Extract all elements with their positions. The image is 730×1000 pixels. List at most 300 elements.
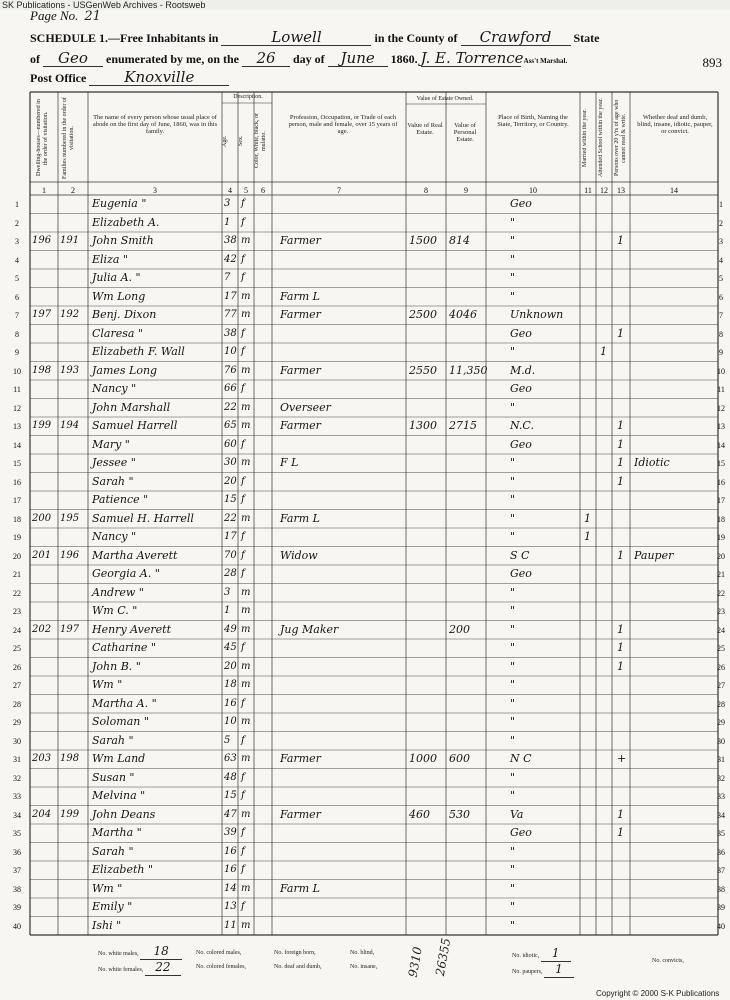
birthplace: S C — [510, 548, 530, 562]
col-header-7: Profession, Occupation, or Trade of each person, male and female, over 15 years of age. — [288, 114, 398, 135]
person-age: 28 — [224, 568, 237, 579]
month-field: June — [328, 51, 388, 67]
row-number: 26 — [13, 662, 21, 672]
birthplace: " — [510, 622, 516, 636]
birthplace: " — [510, 289, 516, 303]
person-name: Martha " — [92, 826, 142, 839]
person-name: Georgia A. " — [92, 567, 160, 580]
married-mark: 1 — [584, 530, 591, 543]
row-number: 10 — [13, 366, 21, 376]
row-number: 9 — [15, 348, 19, 357]
col-header-14: Whether deaf and dumb, blind, insane, idiotic, pauper, or convict. — [637, 114, 713, 135]
real-estate-value: 2550 — [409, 363, 437, 377]
birthplace: " — [510, 678, 516, 691]
birthplace: " — [510, 789, 516, 802]
row-number: 2 — [15, 218, 19, 228]
personal-estate-value: 600 — [449, 752, 470, 765]
dwelling-number: 199 — [32, 420, 52, 431]
person-age: 49 — [224, 623, 237, 635]
col-header-2: Families numbered in the order of visitation. — [62, 97, 75, 179]
person-sex: f — [241, 827, 245, 838]
person-sex: f — [241, 864, 245, 875]
row-number: 13 — [717, 422, 725, 431]
row-number: 33 — [13, 792, 21, 801]
row-number: 40 — [13, 921, 21, 931]
row-number: 13 — [13, 422, 21, 431]
person-sex: f — [241, 568, 245, 579]
person-age: 18 — [224, 679, 237, 690]
birthplace: Geo — [510, 326, 532, 340]
person-name: Martha A. " — [92, 696, 157, 710]
row-number: 19 — [717, 533, 725, 542]
birthplace: " — [510, 604, 516, 617]
person-sex: f — [241, 327, 245, 339]
estate-group-label: Value of Estate Owned. — [416, 96, 474, 102]
person-name: Claresa " — [92, 326, 144, 340]
personal-estate-value: 4046 — [449, 308, 477, 321]
dwelling-number: 203 — [32, 753, 52, 764]
row-number: 33 — [717, 792, 725, 801]
col-header-9: Value of Personal Estate. — [453, 122, 477, 143]
row-number: 32 — [13, 773, 21, 783]
person-sex: m — [241, 420, 251, 431]
person-sex: f — [241, 253, 245, 265]
birthplace: " — [510, 659, 516, 673]
copyright-notice: Copyright © 2000 S-K Publications — [596, 989, 720, 998]
col-header-6: Color, White, black, or mulatto. — [254, 113, 267, 169]
footer-white-males: No. white males, 18 — [98, 944, 182, 960]
person-name: John Deans — [92, 807, 156, 821]
cannot-read-mark: 1 — [617, 659, 624, 673]
person-age: 65 — [224, 420, 237, 431]
row-number: 4 — [719, 255, 723, 265]
row-number: 23 — [13, 607, 21, 616]
row-number: 14 — [13, 440, 21, 450]
person-age: 45 — [224, 642, 237, 653]
person-name: Nancy " — [92, 530, 137, 543]
person-name: Martha Averett — [92, 548, 178, 562]
birthplace: " — [510, 234, 516, 247]
person-name: Ishi " — [92, 918, 122, 932]
row-number: 24 — [717, 625, 725, 635]
marshal-signature: J. E. Torrence — [420, 49, 524, 67]
person-name: Elizabeth A. — [92, 215, 160, 229]
person-occupation: Farmer — [280, 752, 321, 765]
person-sex: m — [241, 753, 251, 764]
person-occupation: Farmer — [280, 419, 321, 432]
real-estate-value: 1300 — [409, 419, 437, 432]
family-number: 192 — [60, 309, 80, 320]
person-sex: f — [241, 697, 245, 709]
cannot-read-mark: 1 — [617, 419, 624, 432]
family-number: 198 — [60, 753, 80, 764]
person-age: 38 — [224, 235, 237, 246]
row-number: 28 — [13, 699, 21, 709]
person-age: 20 — [224, 660, 237, 672]
birthplace: " — [510, 252, 516, 266]
person-age: 17 — [224, 531, 237, 542]
person-age: 63 — [224, 753, 237, 764]
row-number: 3 — [719, 237, 723, 246]
row-number: 15 — [717, 459, 725, 468]
person-name: Samuel Harrell — [92, 419, 178, 432]
county-field: Crawford — [461, 30, 571, 46]
person-occupation: Farmer — [280, 807, 321, 821]
row-number: 22 — [717, 588, 725, 598]
birthplace: " — [510, 844, 516, 858]
col-header-11: Married within the year. — [582, 109, 588, 167]
row-number: 2 — [719, 218, 723, 228]
column-number: 3 — [153, 186, 157, 195]
row-number: 12 — [13, 403, 21, 413]
person-name: Henry Averett — [92, 622, 171, 636]
person-name: Elizabeth F. Wall — [92, 345, 185, 358]
person-name: Soloman " — [92, 715, 149, 728]
footer-insane: No. insane, — [350, 964, 378, 970]
condition-note: Idiotic — [634, 456, 670, 469]
person-name: Sarah " — [92, 474, 134, 488]
person-age: 42 — [224, 253, 237, 265]
person-age: 70 — [224, 549, 237, 561]
row-number: 20 — [13, 551, 21, 561]
col-header-12: Attended School within the year. — [598, 98, 604, 178]
person-name: John B. " — [92, 659, 141, 673]
row-number: 16 — [717, 477, 725, 487]
person-age: 3 — [224, 586, 231, 598]
birthplace: " — [510, 733, 516, 747]
person-name: Patience " — [92, 493, 149, 506]
married-mark: 1 — [584, 511, 591, 525]
personal-estate-value: 200 — [449, 622, 470, 636]
person-age: 22 — [224, 401, 237, 413]
cannot-read-mark: 1 — [617, 474, 624, 488]
personal-estate-value: 11,350 — [449, 363, 488, 377]
person-age: 47 — [224, 808, 237, 820]
person-sex: m — [241, 808, 251, 820]
row-number: 21 — [13, 570, 21, 579]
person-name: Julia A. " — [92, 271, 141, 284]
col-header-4: Age. — [222, 135, 228, 147]
person-age: 20 — [224, 475, 237, 487]
column-number: 11 — [584, 186, 592, 195]
birthplace: " — [510, 493, 516, 506]
post-office-line: Post Office Knoxville — [30, 70, 229, 86]
col-header-5: Sex. — [238, 135, 244, 147]
person-name: Eliza " — [92, 252, 128, 266]
person-name: Eugenia " — [92, 197, 147, 210]
birthplace: Geo — [510, 567, 532, 580]
state-field: Geo — [43, 51, 103, 67]
dwelling-number: 204 — [32, 808, 52, 820]
birthplace: Geo — [510, 437, 532, 451]
birthplace: " — [510, 881, 516, 895]
row-number: 31 — [717, 755, 725, 764]
person-sex: f — [241, 790, 245, 801]
footer-convicts: No. convicts, — [652, 958, 684, 964]
birthplace: " — [510, 585, 516, 599]
dwelling-number: 198 — [32, 364, 52, 376]
schedule-title-line: SCHEDULE 1.—Free Inhabitants in Lowell in the County of Crawford State — [30, 28, 600, 46]
person-age: 48 — [224, 771, 237, 783]
margin-total-1: 9310 — [405, 945, 425, 979]
footer-colored-females: No. colored females, — [196, 964, 246, 970]
person-occupation: Farm L — [280, 881, 320, 895]
row-number: 30 — [13, 736, 21, 746]
person-sex: m — [241, 512, 251, 524]
row-number: 18 — [13, 514, 21, 524]
person-age: 22 — [224, 512, 237, 524]
cannot-read-mark: 1 — [617, 641, 624, 654]
person-name: Benj. Dixon — [92, 308, 157, 321]
school-mark: 1 — [600, 345, 607, 358]
real-estate-value: 460 — [409, 807, 430, 821]
row-number: 38 — [13, 884, 21, 894]
person-sex: f — [241, 198, 245, 209]
person-age: 17 — [224, 290, 237, 302]
person-occupation: Farmer — [280, 234, 321, 247]
person-sex: f — [241, 475, 245, 487]
person-age: 38 — [224, 327, 237, 339]
birthplace: " — [510, 456, 516, 469]
col-header-1: Dwelling-houses—numbered in the order of visitation. — [36, 99, 49, 177]
person-sex: m — [241, 679, 251, 690]
col-header-8: Value of Real Estate. — [407, 122, 443, 136]
person-name: John Smith — [92, 234, 154, 247]
family-number: 196 — [60, 549, 80, 561]
person-age: 16 — [224, 845, 237, 857]
birthplace: " — [510, 400, 516, 414]
birthplace: " — [510, 900, 516, 913]
row-number: 19 — [13, 533, 21, 542]
footer-blind: No. blind, — [350, 950, 375, 956]
cannot-read-mark: 1 — [617, 326, 624, 340]
person-sex: f — [241, 383, 245, 394]
person-age: 16 — [224, 864, 237, 875]
row-number: 34 — [13, 810, 21, 820]
row-number: 25 — [13, 644, 21, 653]
person-sex: f — [241, 216, 245, 228]
family-number: 193 — [60, 364, 80, 376]
person-name: Mary " — [92, 437, 130, 451]
person-sex: m — [241, 235, 251, 246]
footer-white-females: No. white females, 22 — [98, 960, 181, 976]
birthplace: Geo — [510, 197, 532, 210]
row-number: 5 — [719, 274, 723, 283]
row-number: 39 — [13, 903, 21, 912]
enumeration-line: of Geo enumerated by me, on the 26 day of June 1860. J. E. Torrence Ass't Marshal. — [30, 49, 568, 67]
person-name: Wm C. " — [92, 604, 138, 617]
column-number: 1 — [42, 186, 46, 195]
person-name: Susan " — [92, 770, 135, 784]
row-number: 35 — [13, 829, 21, 838]
person-sex: f — [241, 494, 245, 505]
day-field: 26 — [242, 51, 290, 67]
person-age: 10 — [224, 716, 237, 727]
dwelling-number: 196 — [32, 235, 52, 246]
birthplace: " — [510, 215, 516, 229]
row-number: 38 — [717, 884, 725, 894]
real-estate-value: 1000 — [409, 752, 437, 765]
row-number: 25 — [717, 644, 725, 653]
row-number: 14 — [717, 440, 725, 450]
dwelling-number: 201 — [32, 549, 52, 561]
real-estate-value: 1500 — [409, 234, 437, 247]
person-name: Sarah " — [92, 733, 134, 747]
footer-idiotic: No. idiotic, 1 — [512, 946, 571, 962]
row-number: 32 — [717, 773, 725, 783]
row-number: 8 — [719, 329, 723, 339]
person-age: 76 — [224, 364, 237, 376]
personal-estate-value: 2715 — [449, 419, 477, 432]
person-age: 1 — [224, 605, 231, 616]
district-field: Lowell — [221, 30, 371, 46]
row-number: 37 — [717, 866, 725, 875]
column-number: 7 — [337, 186, 341, 195]
row-number: 17 — [13, 496, 21, 505]
cannot-read-mark: 1 — [617, 456, 624, 469]
cannot-read-mark: 1 — [617, 807, 624, 821]
row-number: 22 — [13, 588, 21, 598]
person-name: Andrew " — [92, 585, 144, 599]
sheet-number: 893 — [702, 55, 722, 70]
birthplace: " — [510, 918, 516, 932]
column-number: 6 — [261, 186, 265, 195]
person-occupation: Farm L — [280, 289, 320, 303]
column-number: 4 — [228, 186, 232, 195]
dwelling-number: 202 — [32, 623, 52, 635]
footer-foreign-born: No. foreign born, — [274, 950, 316, 956]
birthplace: Unknown — [510, 308, 564, 321]
person-sex: f — [241, 549, 245, 561]
personal-estate-value: 530 — [449, 807, 470, 821]
person-age: 39 — [224, 827, 237, 838]
person-name: Wm Land — [92, 752, 146, 765]
margin-total-2: 26355 — [432, 936, 454, 978]
person-age: 15 — [224, 494, 237, 505]
cannot-read-mark: 1 — [617, 826, 624, 839]
person-name: Sarah " — [92, 844, 134, 858]
cannot-read-mark: 1 — [617, 437, 624, 451]
row-number: 11 — [717, 385, 725, 394]
person-age: 16 — [224, 697, 237, 709]
row-number: 24 — [13, 625, 21, 635]
personal-estate-value: 814 — [449, 234, 470, 247]
row-number: 30 — [717, 736, 725, 746]
row-number: 20 — [717, 551, 725, 561]
footer-deaf-dumb: No. deaf and dumb, — [274, 964, 322, 970]
person-name: Jessee " — [92, 456, 136, 469]
person-name: Catharine " — [92, 641, 156, 654]
person-name: Wm Long — [92, 289, 146, 303]
person-sex: f — [241, 346, 245, 357]
family-number: 199 — [60, 808, 80, 820]
person-name: Elizabeth " — [92, 863, 154, 876]
cannot-read-mark: + — [617, 752, 627, 765]
row-number: 5 — [15, 274, 19, 283]
col-header-13: Persons over 20 y'rs of age who cannot read & write. — [614, 99, 627, 177]
person-age: 5 — [224, 734, 231, 746]
row-number: 27 — [13, 681, 21, 690]
person-sex: m — [241, 309, 251, 320]
birthplace: " — [510, 271, 516, 284]
person-sex: m — [241, 882, 251, 894]
person-sex: m — [241, 623, 251, 635]
row-number: 7 — [719, 311, 723, 320]
person-sex: f — [241, 734, 245, 746]
person-name: Emily " — [92, 900, 133, 913]
cannot-read-mark: 1 — [617, 622, 624, 636]
row-number: 1 — [719, 200, 723, 209]
row-number: 15 — [13, 459, 21, 468]
row-number: 26 — [717, 662, 725, 672]
person-occupation: Farmer — [280, 363, 321, 377]
person-sex: m — [241, 290, 251, 302]
person-age: 11 — [224, 919, 237, 931]
person-occupation: Overseer — [280, 400, 331, 414]
row-number: 36 — [13, 847, 21, 857]
person-name: Nancy " — [92, 382, 137, 395]
person-sex: f — [241, 531, 245, 542]
birthplace: Va — [510, 807, 524, 821]
family-number: 195 — [60, 512, 80, 524]
person-age: 60 — [224, 438, 237, 450]
person-sex: f — [241, 771, 245, 783]
row-number: 21 — [717, 570, 725, 579]
dwelling-number: 200 — [32, 512, 52, 524]
birthplace: Geo — [510, 382, 532, 395]
row-number: 23 — [717, 607, 725, 616]
column-number: 9 — [464, 186, 468, 195]
row-number: 4 — [15, 255, 19, 265]
person-sex: m — [241, 660, 251, 672]
person-sex: m — [241, 401, 251, 413]
birthplace: " — [510, 715, 516, 728]
person-age: 15 — [224, 790, 237, 801]
person-sex: m — [241, 716, 251, 727]
row-number: 17 — [717, 496, 725, 505]
row-number: 35 — [717, 829, 725, 838]
row-number: 37 — [13, 866, 21, 875]
cannot-read-mark: 1 — [617, 234, 624, 247]
row-number: 10 — [717, 366, 725, 376]
row-number: 29 — [13, 718, 21, 727]
column-number: 13 — [617, 186, 625, 195]
person-age: 13 — [224, 901, 237, 912]
column-number: 14 — [670, 186, 678, 195]
row-number: 16 — [13, 477, 21, 487]
real-estate-value: 2500 — [409, 308, 437, 321]
person-age: 66 — [224, 383, 237, 394]
row-number: 9 — [719, 348, 723, 357]
person-sex: m — [241, 457, 251, 468]
row-number: 3 — [15, 237, 19, 246]
person-occupation: Farm L — [280, 511, 320, 525]
person-age: 14 — [224, 882, 237, 894]
birthplace: " — [510, 696, 516, 710]
birthplace: " — [510, 474, 516, 488]
person-age: 3 — [224, 198, 231, 209]
row-number: 7 — [15, 311, 19, 320]
birthplace: " — [510, 641, 516, 654]
person-name: James Long — [92, 363, 158, 377]
row-number: 28 — [717, 699, 725, 709]
column-number: 2 — [71, 186, 75, 195]
description-group-label: Description. — [233, 94, 263, 100]
footer-colored-males: No. colored males, — [196, 950, 242, 956]
person-name: John Marshall — [92, 400, 171, 414]
row-number: 34 — [717, 810, 725, 820]
dwelling-number: 197 — [32, 309, 52, 320]
